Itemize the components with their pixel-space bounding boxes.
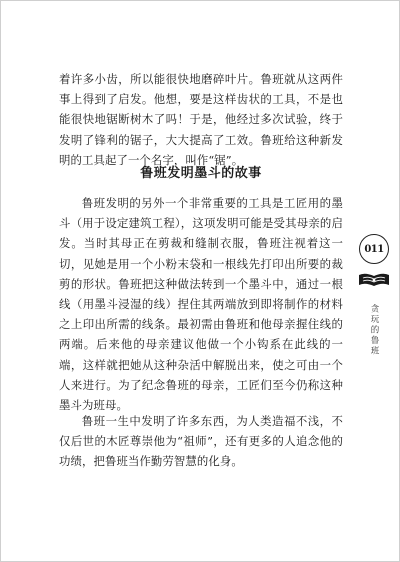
- page-number-badge: 011: [359, 234, 389, 264]
- paragraph-ink-line-story: 鲁班发明的另外一个非常重要的工具是工匠用的墨斗（用于设定建筑工程），这项发明可能是受其母亲的启发。当时其母正在剪裁和缝制衣服，鲁班注视着这一切，见她是用一个小粉末袋和一根线先打印出所要的裁剪的形状。鲁班把这种做法转到一个墨斗中，通过一根线（用墨斗浸湿的线）捏住其两端放到即将制作的材料之上印出所需的线条。最初需由鲁班和他母亲握住线的两端。后来他的母亲建议他做一个小钩系在此线的一端，这样就把她从这种杂活中解脱出来，使之可由一个人来进行。为了纪念鲁班的母亲，工匠们至今仍称这种墨斗为班母。: [59, 196, 343, 413]
- decorative-ornament-icon: [357, 272, 391, 292]
- paragraph-legacy: 鲁班一生中发明了许多东西，为人类造福不浅，不仅后世的木匠尊崇他为“祖师”，还有更多的人追念他的功绩，把鲁班当作勤劳智慧的化身。: [59, 414, 343, 469]
- running-head: 贪玩的鲁班: [369, 304, 379, 357]
- side-margin: [354, 234, 394, 357]
- section-title: 鲁班发明墨斗的故事: [140, 166, 262, 181]
- paragraph-saw-invention: 着许多小齿，所以能很快地磨碎叶片。鲁班就从这两件事上得到了启发。他想，要是这样齿状的工具，不是也能很快地锯断树木了吗！于是，他经过多次试验，终于发明了锋利的锯子，大大提高了工效。鲁班给这种新发明的工具起了一个名字，叫作“锯”。: [59, 72, 343, 167]
